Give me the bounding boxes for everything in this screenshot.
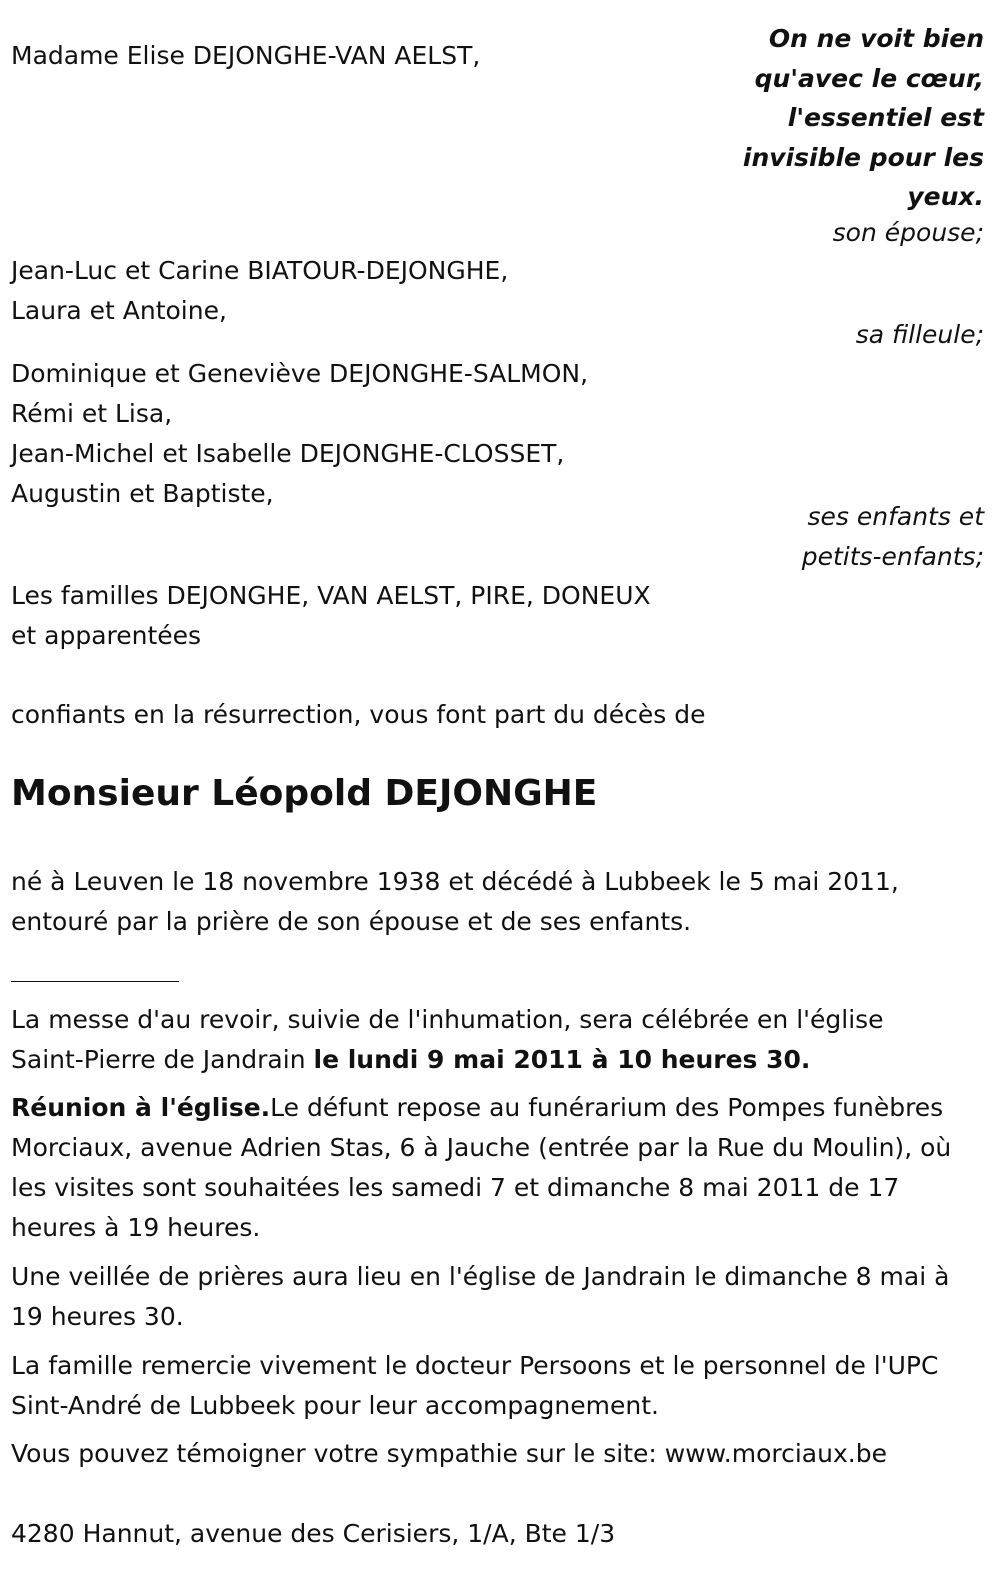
mass-line: La messe d'au revoir, suivie de l'inhumation, sera célébrée en l'église <box>11 1005 884 1034</box>
goddaughter-relation: sa filleule; <box>855 320 984 349</box>
mass-date: le lundi 9 mai 2011 à 10 heures 30. <box>313 1045 811 1074</box>
family-address: 4280 Hannut, avenue des Cerisiers, 1/A, Bte 1/3 <box>11 1519 616 1548</box>
family-line: Rémi et Lisa, <box>11 399 173 428</box>
details-line: entouré par la prière de son épouse et de ses enfants. <box>11 907 692 936</box>
meeting-note: Réunion à l'église. <box>11 1093 271 1122</box>
widow-name: Madame Elise DEJONGHE-VAN AELST, <box>11 41 481 70</box>
mass-paragraph <box>11 1000 986 1080</box>
relation-line: ses enfants et <box>807 502 984 531</box>
viewing-text: Le défunt repose au funérarium des Pompes funèbres Morciaux, avenue Adrien Stas, 6 à Jauche (entrée par la Rue du Moulin), où les visites sont souhaitées les samedi 7 et dimanche 8 mai 2011 de 17 heures à 19 heures. <box>11 1093 952 1242</box>
section-divider <box>11 981 179 982</box>
family-line: Laura et Antoine, <box>11 296 227 325</box>
family-line: et apparentées <box>11 621 202 650</box>
deceased-name: Monsieur Léopold DEJONGHE <box>11 773 598 814</box>
vigil-paragraph: Une veillée de prières aura lieu en l'église de Jandrain le dimanche 8 mai à 19 heures 30. <box>11 1262 950 1331</box>
widow-relation: son épouse; <box>832 218 984 247</box>
viewing-paragraph <box>11 1088 986 1248</box>
quote-line: qu'avec le cœur, <box>754 63 984 93</box>
mass-line <box>11 1040 986 1080</box>
family-line: Jean-Michel et Isabelle DEJONGHE-CLOSSET, <box>11 439 565 468</box>
announcement-text: confiants en la résurrection, vous font part du décès de <box>11 700 706 729</box>
quote-line: yeux. <box>907 182 984 211</box>
family-line: Dominique et Geneviève DEJONGHE-SALMON, <box>11 359 589 388</box>
quote-line: invisible pour les <box>742 142 984 172</box>
goddaughter-family <box>11 251 508 331</box>
epitaph-quote <box>743 19 984 217</box>
quote-line: On ne voit bien <box>768 24 984 53</box>
details-line: né à Leuven le 18 novembre 1938 et décédé à Lubbeek le 5 mai 2011, <box>11 867 899 896</box>
children-family <box>11 354 588 514</box>
deceased-details <box>11 862 899 942</box>
mass-church: Saint-Pierre de Jandrain <box>11 1045 314 1074</box>
sympathy-line: Vous pouvez témoigner votre sympathie sur le site: www.morciaux.be <box>11 1439 887 1468</box>
quote-line: l'essentiel est <box>787 103 984 132</box>
family-line: Augustin et Baptiste, <box>11 479 274 508</box>
relation-line: petits-enfants; <box>801 542 984 571</box>
other-families <box>11 576 651 656</box>
thanks-paragraph: La famille remercie vivement le docteur Persoons et le personnel de l'UPC Sint-André de Lubbeek pour leur accompagnement. <box>11 1351 939 1420</box>
children-relation <box>802 497 984 577</box>
family-line: Les familles DEJONGHE, VAN AELST, PIRE, DONEUX <box>11 581 651 610</box>
family-line: Jean-Luc et Carine BIATOUR-DEJONGHE, <box>11 256 509 285</box>
